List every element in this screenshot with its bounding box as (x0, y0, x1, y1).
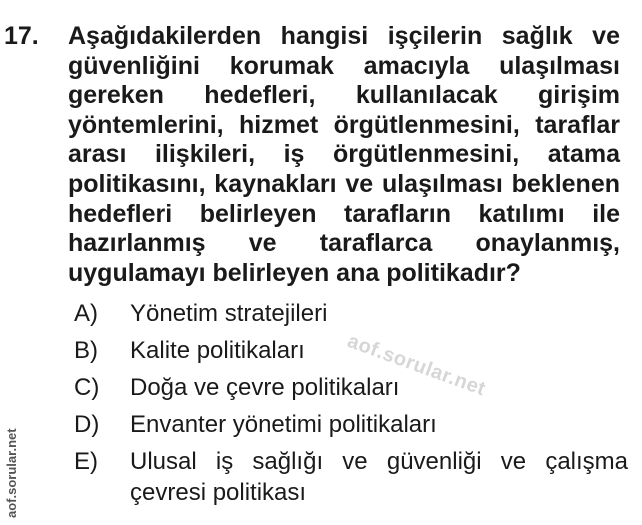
option-d[interactable] (68, 409, 628, 440)
option-text: Envanter yönetimi politikaları (130, 411, 437, 438)
option-letter: B) (74, 337, 98, 364)
option-text: Doğa ve çevre politikaları (130, 374, 400, 401)
option-letter: D) (74, 411, 100, 438)
option-text: Kalite politikaları (130, 337, 305, 364)
question-number: 17. (4, 22, 39, 50)
option-text: Ulusal iş sağlığı ve güvenliği ve çalışma çevresi politikası (130, 448, 628, 506)
answer-options (68, 298, 628, 514)
option-letter: C) (74, 374, 100, 401)
option-c[interactable] (68, 372, 628, 403)
option-e[interactable] (68, 446, 628, 508)
watermark-side: aof.sorular.net (4, 428, 19, 518)
option-letter: E) (74, 448, 98, 475)
option-a[interactable] (68, 298, 628, 329)
option-letter: A) (74, 300, 98, 327)
option-text: Yönetim stratejileri (130, 300, 328, 327)
watermark-diagonal: aof.sorular.net (344, 330, 489, 401)
question-text: Aşağıdakilerden hangisi işçilerin sağlık ve güvenliğini korumak amacıyla ulaşılması gereken hedefleri, kullanılacak girişim yöntemlerini, hizmet örgütlenmesini, taraflar arası ilişkileri, iş örgütlenmesini, atama politikasını, kaynakları ve ulaşılması beklenen hedefleri belirleyen tarafların katılımı ile hazırlanmış ve taraflarca onaylanmış, uygulamayı belirleyen ana politikadır? (68, 22, 620, 287)
